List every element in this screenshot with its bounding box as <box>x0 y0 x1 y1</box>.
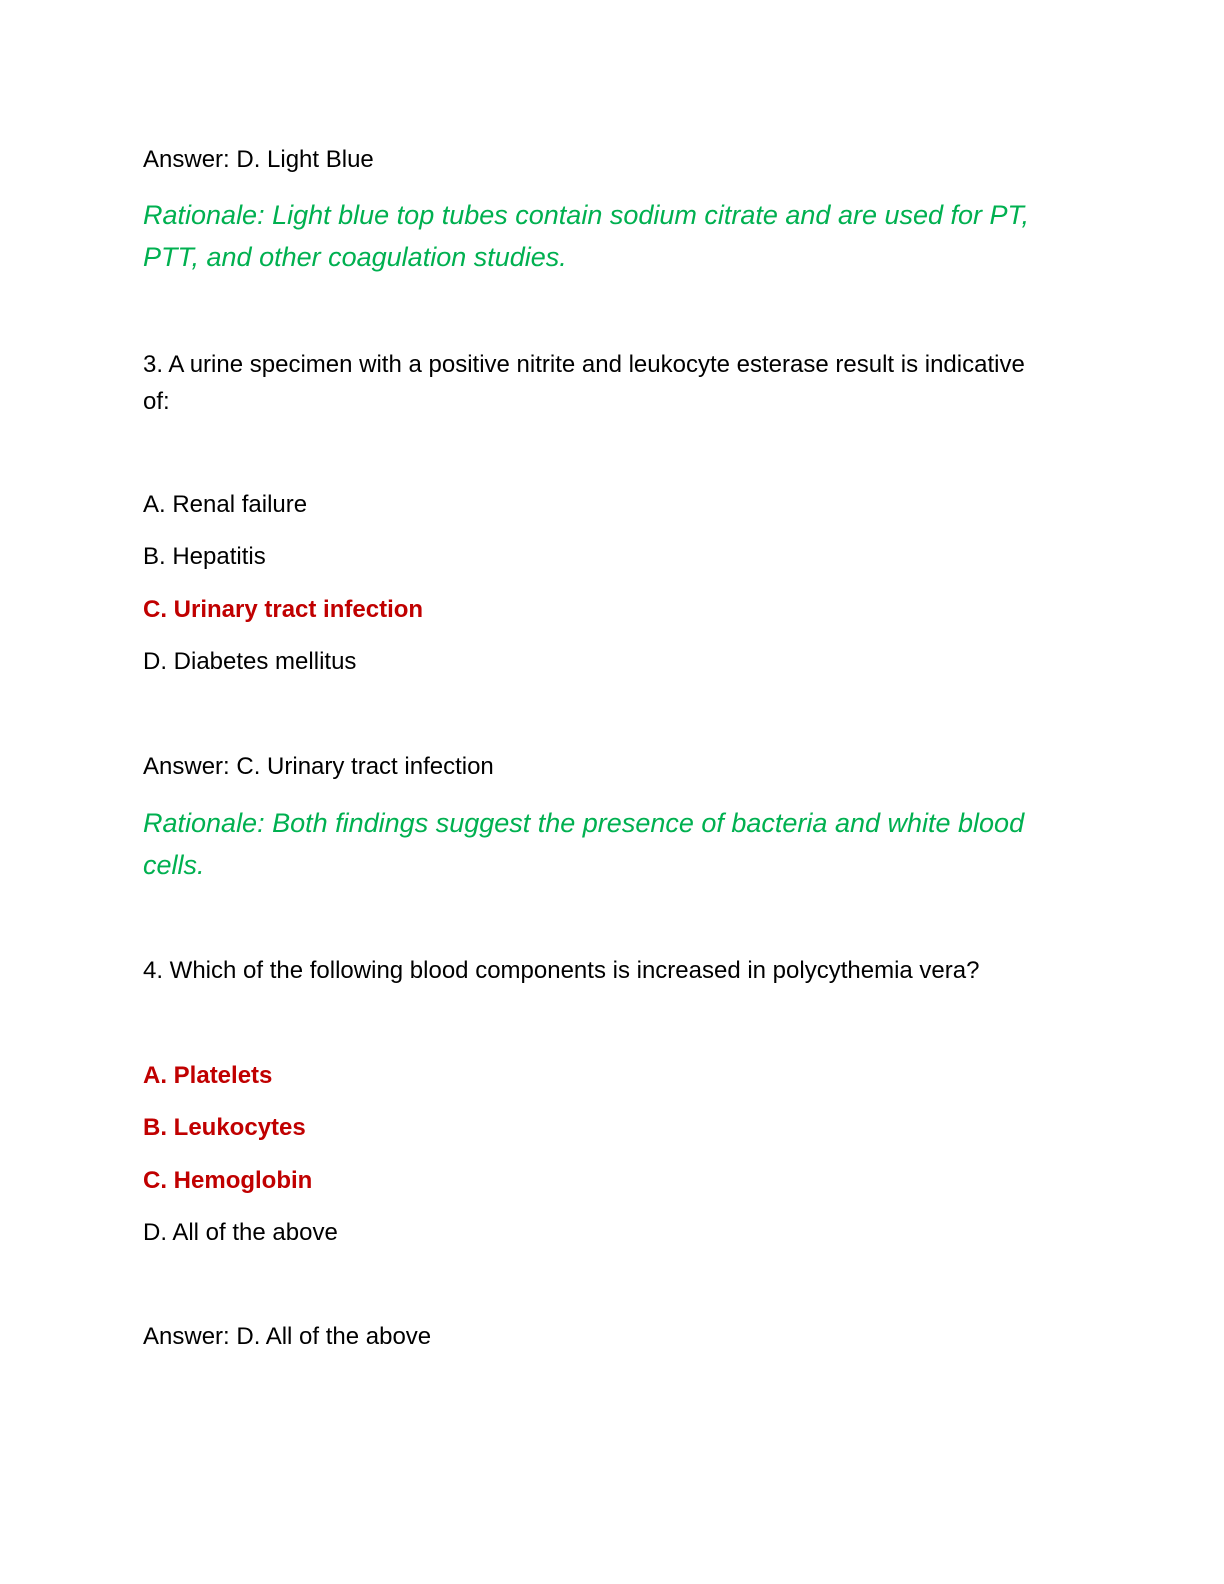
q2-answer: Answer: D. Light Blue <box>143 146 374 173</box>
q4-option-d: D. All of the above <box>143 1219 338 1246</box>
q3-answer: Answer: C. Urinary tract infection <box>143 753 494 780</box>
q3-option-a: A. Renal failure <box>143 491 308 518</box>
q3-option-b: B. Hepatitis <box>143 543 266 570</box>
q3-question: 3. A urine specimen with a positive nitrite and leukocyte esterase result is indicative of: <box>143 351 1025 415</box>
q4-question: 4. Which of the following blood components is increased in polycythemia vera? <box>143 957 980 984</box>
q3-rationale: Rationale: Both findings suggest the presence of bacteria and white blood cells. <box>143 808 1025 880</box>
q4-option-b-correct: B. Leukocytes <box>143 1114 306 1141</box>
q4-option-c-correct: C. Hemoglobin <box>143 1167 313 1194</box>
q2-rationale: Rationale: Light blue top tubes contain sodium citrate and are used for PT, PTT, and other coagulation studies. <box>143 200 1030 272</box>
q3-option-d: D. Diabetes mellitus <box>143 648 357 675</box>
q3-option-c-correct: C. Urinary tract infection <box>143 596 424 623</box>
q4-option-a-correct: A. Platelets <box>143 1062 273 1089</box>
q4-answer: Answer: D. All of the above <box>143 1323 432 1350</box>
